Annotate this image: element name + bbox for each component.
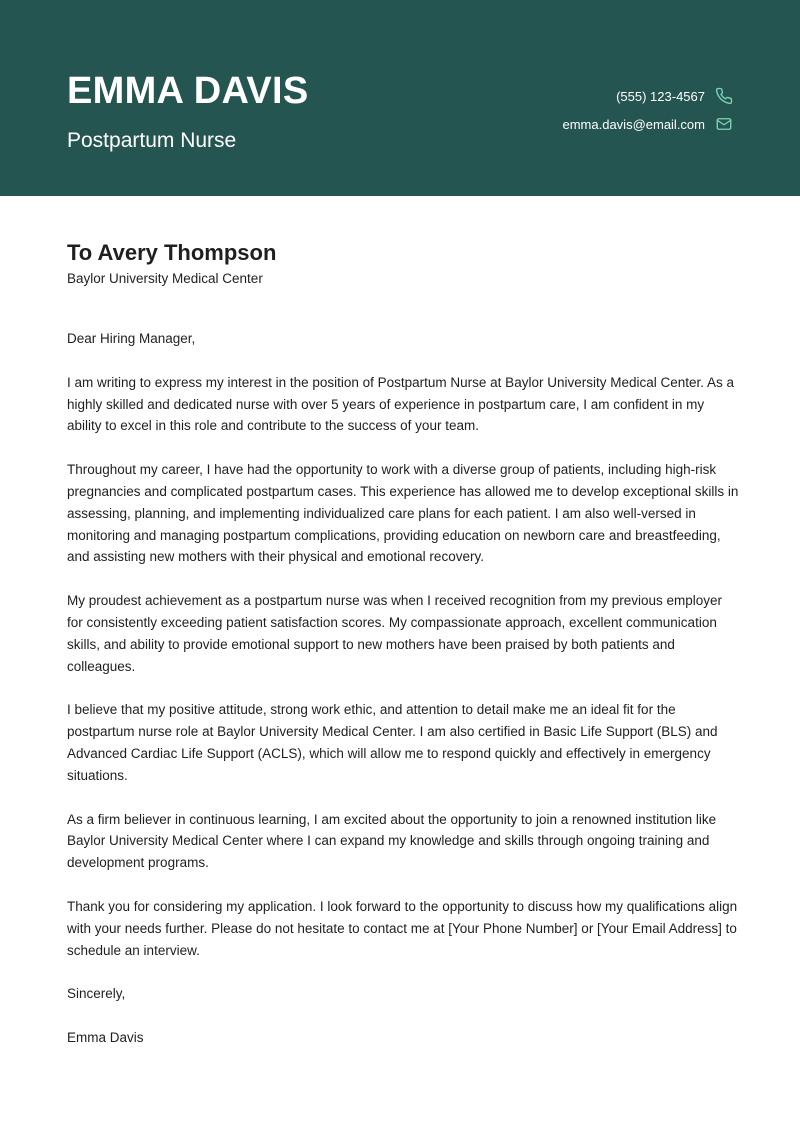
signature: Emma Davis [67,1030,144,1046]
contact-info [393,86,733,142]
email-contact[interactable] [393,114,733,134]
header-banner [0,0,800,196]
recipient-name: To Avery Thompson [67,240,277,265]
applicant-role: Postpartum Nurse [67,129,237,152]
recipient-organization: Baylor University Medical Center [67,271,263,286]
letter-paragraph: I am writing to express my interest in the position of Postpartum Nurse at Baylor University Medical Center. As a highly skilled and dedicated nurse with over 5 years of experience in postpartum care, I am confident in my ability to excel in this role and contribute to the success of your team. [67,374,735,434]
letter-body [67,328,739,1049]
applicant-name: EMMA DAVIS [67,70,309,112]
letter-paragraph: Thank you for considering my application. I look forward to the opportunity to discuss how my qualifications align with your needs further. Please do not hesitate to contact me at [Your Phone Number] or [Your Email Address] to schedule an interview. [67,898,738,958]
phone-number[interactable]: (555) 123-4567 [616,88,705,104]
letter-paragraph: My proudest achievement as a postpartum nurse was when I received recognition from my previous employer for consistently exceeding patient satisfaction scores. My compassionate approach, excellent communication skills, and ability to provide emotional support to new mothers have been praised by both patients and colleagues. [67,593,723,674]
letter-paragraph: I believe that my positive attitude, strong work ethic, and attention to detail make me an ideal fit for the postpartum nurse role at Baylor University Medical Center. I am also certified in Basic Life Support (BLS) and Advanced Cardiac Life Support (ACLS), which will allow me to respond quickly and effectively in emergency situations. [67,702,718,783]
salutation: Dear Hiring Manager, [67,331,196,346]
email-address[interactable]: emma.davis@email.com [562,116,705,132]
phone-icon [715,87,733,105]
closing: Sincerely, [67,986,126,1002]
envelope-icon [715,115,733,133]
letter-paragraph: Throughout my career, I have had the opportunity to work with a diverse group of patients, including high-risk pregnancies and complicated postpartum cases. This experience has allowed me to develop exceptional skills in assessing, planning, and implementing individualized care plans for each patient. I am also well-versed in monitoring and managing postpartum complications, providing education on newborn care and breastfeeding, and assisting new mothers with their physical and emotional recovery. [67,462,739,565]
letter-paragraph: As a firm believer in continuous learning, I am excited about the opportunity to join a renowned institution like Baylor University Medical Center where I can expand my knowledge and skills through ongoing training and development programs. [67,811,717,871]
phone-contact[interactable] [393,86,733,106]
